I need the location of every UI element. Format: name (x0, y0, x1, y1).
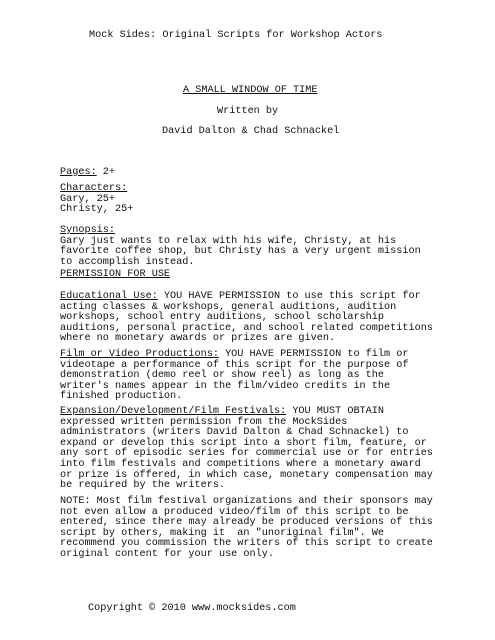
film-video-text: YOU HAVE PERMISSION to film or (218, 349, 409, 360)
character-line: Christy, 25+ (60, 204, 134, 216)
note-line: original content for your use only. (60, 548, 274, 560)
character-line: Gary, 25+ (60, 193, 116, 205)
pages-label: Pages: (60, 167, 97, 178)
expansion-label: Expansion/Development/Film Festivals: (60, 406, 287, 417)
expansion-text: YOU MUST OBTAIN (286, 406, 385, 417)
pages-line (60, 168, 115, 179)
page-footer: Copyright © 2010 www.mocksides.com (88, 603, 296, 614)
expansion-line: expand or develop this script into a short film, feature, or (60, 437, 427, 449)
note-line: not even allow a produced video/film of this script to be (60, 506, 409, 518)
film-video-line: finished production. (60, 391, 183, 403)
synopsis-label: Synopsis: (60, 225, 116, 236)
expansion-line: any sort of episodic series for commercial use or for entries (60, 448, 433, 460)
synopsis-line: favorite coffee shop, but Christy has a very urgent mission (60, 246, 421, 258)
characters-label: Characters: (60, 183, 128, 194)
film-video-line: videotape a performance of this script for the purpose of (60, 359, 409, 371)
film-video-section (60, 350, 480, 403)
synopsis-section (60, 226, 480, 268)
written-by-label: Written by (217, 106, 279, 117)
expansion-line: administrators (writers David Dalton & Chad Schnackel) to (60, 427, 409, 439)
educational-use-line: workshops, school entry auditions, school scholarship (60, 312, 385, 324)
pages-value: 2+ (96, 167, 116, 178)
page-header: Mock Sides: Original Scripts for Workshop Actors (89, 30, 383, 41)
educational-use-line: auditions, personal practice, and school related competitions (60, 322, 433, 334)
expansion-line: be required by the writers. (60, 480, 226, 492)
script-title: A SMALL WINDOW OF TIME (183, 85, 318, 96)
note-section (60, 497, 480, 561)
note-line: script by others, making it an "unoriginal film". We (60, 527, 385, 539)
authors-line: David Dalton & Chad Schnackel (162, 126, 340, 137)
educational-use-line: acting classes & workshops, general auditions, audition (60, 301, 397, 313)
expansion-line: into film festivals and competitions where a monetary award (60, 458, 421, 470)
expansion-line: expressed written permission from the MockSides (60, 416, 348, 428)
synopsis-line: Gary just wants to relax with his wife, Christy, at his (60, 235, 397, 247)
film-video-line: writer's names appear in the film/video credits in the (60, 380, 391, 392)
note-line: entered, since there may already be produced versions of this (60, 517, 433, 529)
expansion-line: or prize is offered, in which case, monetary compensation may (60, 469, 433, 481)
educational-use-text: YOU HAVE PERMISSION to use this script for (157, 291, 421, 302)
educational-use-line: where no monetary awards or prizes are given. (60, 333, 336, 345)
note-line: recommend you commission the writers of this script to create (60, 538, 433, 550)
film-video-line: demonstration (demo reel or show reel) as long as the (60, 370, 385, 382)
expansion-section (60, 407, 480, 492)
permission-heading: PERMISSION FOR USE (60, 269, 171, 280)
note-line: NOTE: Most film festival organizations and their sponsors may (60, 496, 433, 507)
synopsis-line: to accomplish instead. (60, 256, 195, 268)
educational-use-section (60, 292, 480, 345)
educational-use-label: Educational Use: (60, 291, 158, 302)
characters-section (60, 184, 480, 216)
film-video-label: Film or Video Productions: (60, 349, 219, 360)
